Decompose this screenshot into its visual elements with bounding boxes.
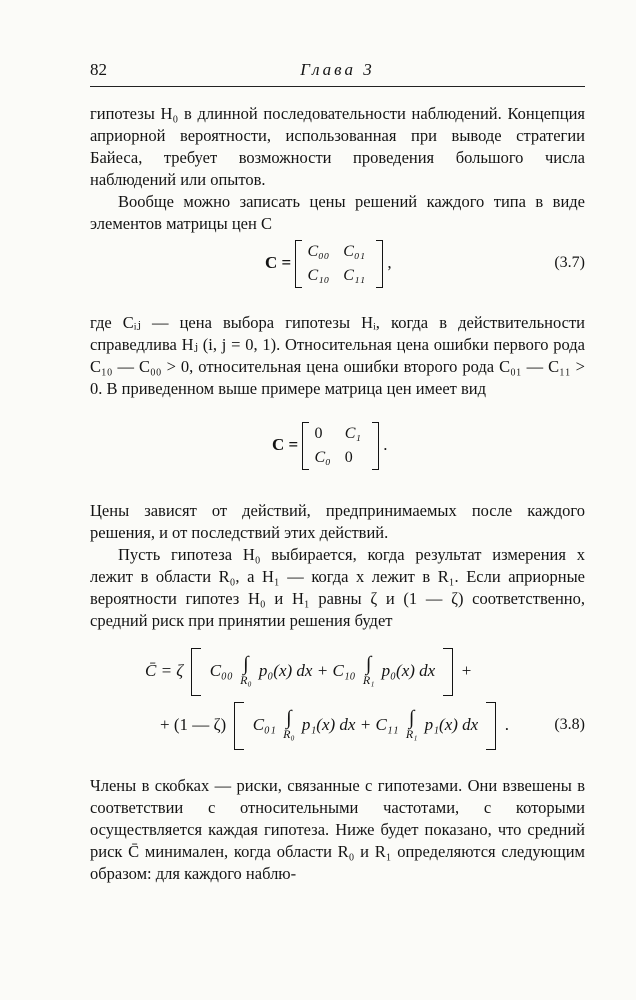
right-bracket — [486, 702, 496, 750]
page-number: 82 — [90, 60, 107, 79]
equation-lhs: C̄ = ζ — [145, 660, 184, 680]
paragraph-2 — [90, 191, 585, 235]
matrix-cell: C₀ — [314, 449, 331, 466]
paragraph-text: Цены зависят от действий, предпринимаемых после каждого решения, и от последствий этих действий. — [90, 501, 585, 542]
paragraph-text: Вообще можно записать цены решений каждого типа в виде элементов матрицы цен C — [90, 192, 585, 233]
equation-example-matrix — [90, 422, 585, 472]
cost-term: C₁₁ — [375, 714, 399, 734]
matrix-cell: C₁₁ — [343, 267, 366, 284]
integral — [283, 707, 295, 742]
equation-3-8-line-1 — [90, 648, 585, 700]
integrand: p₀(x) dx — [381, 660, 436, 680]
matrix-cell: 0 — [314, 425, 323, 442]
right-bracket — [376, 240, 383, 288]
left-bracket — [302, 422, 309, 470]
equation-lhs: C = — [265, 252, 292, 272]
matrix-equation — [272, 422, 387, 470]
equation-trail: . — [383, 434, 388, 454]
matrix-cell: 0 — [344, 449, 353, 466]
integral — [240, 653, 252, 688]
paragraph-1 — [90, 103, 585, 191]
equation-3-7 — [90, 240, 585, 290]
integrand: p₁(x) dx — [424, 714, 479, 734]
cost-term: C₀₁ — [252, 714, 276, 734]
matrix-cell: C₁ — [344, 425, 361, 442]
integral-limit: R₁ — [405, 727, 418, 741]
integral-limit: R₁ — [362, 673, 375, 687]
chapter-title: Глава 3 — [300, 60, 375, 79]
header-rule — [90, 86, 585, 87]
paragraph-text: где Cᵢⱼ — цена выбора гипотезы Hᵢ, когда в действительности справедлива Hⱼ (i, j = 0, 1). Относительная цена ошибки первого рода C₁₀ — C₀₀ > 0, относительная цена ошибки второго рода C₀₁ — C₁₁ > 0. В приведенном выше примере матрица цен имеет вид — [90, 313, 585, 398]
matrix-cell: C₀₁ — [343, 243, 366, 260]
integral-limit: R₀ — [283, 727, 295, 741]
running-header — [90, 60, 585, 84]
left-bracket — [295, 240, 302, 288]
integral-limit: R₀ — [240, 673, 252, 687]
matrix-equation — [265, 240, 392, 288]
integral-sign: ∫ — [365, 653, 372, 675]
paragraph-text: гипотезы H₀ в длинной последовательности наблюдений. Концепция априорной вероятности, использованная при выводе стратегии Байеса, требует возможности проведения большого числа наблюдений или опытов. — [90, 104, 585, 189]
matrix-cell: C₁₀ — [307, 267, 330, 284]
integrand: p₁(x) dx + — [301, 714, 372, 734]
integral-sign: ∫ — [286, 707, 292, 729]
risk-expression-part-1 — [145, 648, 471, 696]
equation-number: (3.8) — [554, 716, 585, 733]
cost-term: C₁₀ — [332, 660, 356, 680]
integral — [405, 707, 418, 742]
paragraph-text: Члены в скобках — риски, связанные с гипотезами. Они взвешены в соответствии с относительными частотами, с которыми осуществляется каждая гипотеза. Ниже будет показано, что средний риск C̄ минимален, когда области R₀ и R₁ определяются следующим образом: для каждого наблю- — [90, 776, 585, 883]
integral-sign: ∫ — [243, 653, 249, 675]
risk-expression-part-2 — [160, 702, 509, 750]
equation-3-8-line-2 — [90, 702, 585, 754]
paragraph-text: Пусть гипотеза H₀ выбирается, когда результат измерения x лежит в области R₀, а H₁ — когда x лежит в R₁. Если априорные вероятности гипотез H₀ и H₁ равны ζ и (1 — ζ) соответственно, средний риск при принятии решения будет — [90, 545, 585, 630]
right-bracket — [372, 422, 379, 470]
integral — [362, 653, 375, 688]
left-bracket — [191, 648, 201, 696]
equation-number: (3.7) — [554, 254, 585, 271]
paragraph-5 — [90, 544, 585, 632]
equation-lead: + (1 — ζ) — [160, 714, 227, 734]
integrand: p₀(x) dx + — [258, 660, 329, 680]
left-bracket — [234, 702, 244, 750]
paragraph-4 — [90, 500, 585, 544]
equation-lhs: C = — [272, 434, 299, 454]
paragraph-3 — [90, 312, 585, 400]
operator: + — [461, 660, 472, 680]
equation-trail: . — [504, 714, 509, 734]
cost-term: C₀₀ — [209, 660, 233, 680]
paragraph-6 — [90, 775, 585, 885]
matrix-cell: C₀₀ — [307, 243, 330, 260]
cost-matrix — [295, 240, 383, 288]
equation-trail: , — [387, 252, 392, 272]
right-bracket — [443, 648, 453, 696]
integral-sign: ∫ — [408, 707, 415, 729]
example-matrix — [302, 422, 378, 470]
